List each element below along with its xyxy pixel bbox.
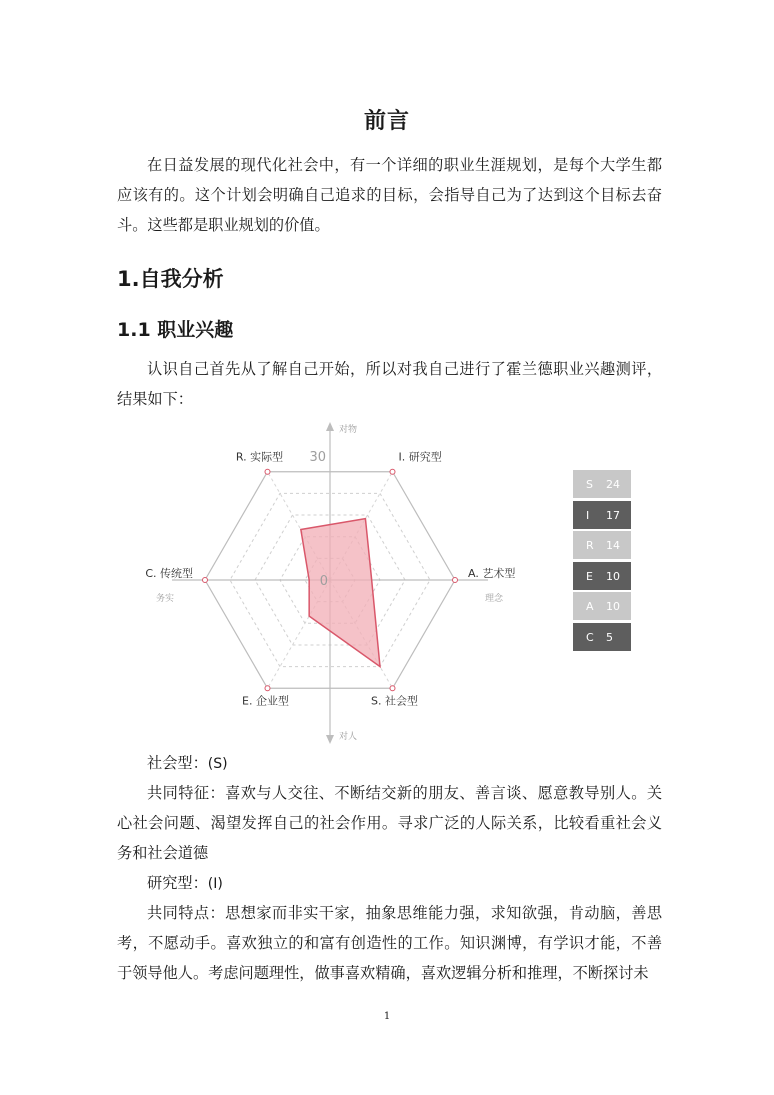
vertex-marker (265, 469, 270, 474)
social-type-code: (S) (207, 756, 228, 772)
social-type-label (147, 748, 228, 779)
section-heading-self-analysis: 1.自我分析 (117, 267, 224, 291)
direction-label-top: 对物 (339, 425, 358, 435)
score-box-a (573, 592, 631, 620)
scale-max-label: 30 (309, 450, 326, 465)
data-polygon (301, 519, 380, 667)
score-box-c (573, 623, 631, 651)
direction-label-right: 理念 (485, 594, 504, 604)
score-code: I (586, 508, 590, 522)
vertex-marker (265, 686, 270, 691)
vertex-marker (390, 469, 395, 474)
score-box-i (573, 501, 631, 529)
axis-label: R. 实际型 (235, 450, 284, 464)
score-value: 24 (606, 478, 620, 491)
axis-label: I. 研究型 (398, 450, 442, 464)
vertex-marker (390, 686, 395, 691)
research-type-code: (I) (207, 876, 223, 892)
page-number: 1 (383, 1011, 391, 1022)
intro-paragraph: 认识自己首先从了解自己开始，所以对我自己进行了霍兰德职业兴趣测评，结果如下： (117, 360, 662, 408)
score-value: 5 (606, 630, 613, 644)
down-arrow-icon (326, 735, 334, 744)
score-box-s (573, 470, 631, 498)
score-code: S (586, 478, 593, 491)
social-type-name: 社会型： (147, 754, 208, 772)
vertex-marker (453, 578, 458, 583)
direction-label-bottom: 对人 (339, 732, 358, 742)
research-type-label (147, 868, 223, 899)
research-type-description: 共同特点：思想家而非实干家，抽象思维能力强，求知欲强，肯动脑，善思考，不愿动手。喜欢独立的和富有创造性的工作。知识渊博，有学识才能，不善于领导他人。考虑问题理性，做事喜欢精确，喜欢逻辑分析和推理，不断探讨未 (117, 904, 662, 982)
preface-title: 前言 (363, 109, 410, 134)
vertex-marker (203, 578, 208, 583)
score-value: 10 (606, 569, 620, 583)
social-type-description: 共同特征：喜欢与人交往、不断结交新的朋友、善言谈、愿意教导别人。关心社会问题、渴望发挥自己的社会作用。寻求广泛的人际关系，比较看重社会义务和社会道德 (117, 784, 662, 862)
research-type-name: 研究型： (147, 874, 208, 892)
up-arrow-icon (326, 422, 334, 431)
preface-paragraph: 在日益发展的现代化社会中，有一个详细的职业生涯规划，是每个大学生都应该有的。这个计划会明确自己追求的目标，会指导自己为了达到这个目标去奋斗。这些都是职业规划的价值。 (117, 156, 662, 234)
score-value: 17 (606, 508, 620, 522)
scale-min-label: 0 (319, 574, 328, 589)
score-box-e (573, 562, 631, 590)
axis-label: C. 传统型 (145, 567, 193, 580)
axis-label: S. 社会型 (371, 694, 418, 708)
score-value: 10 (606, 600, 620, 613)
holland-radar-chart (140, 418, 520, 748)
axis-label: E. 企业型 (242, 694, 289, 708)
score-value: 14 (606, 539, 620, 552)
score-code: R (586, 539, 594, 552)
direction-label-left: 务实 (156, 594, 175, 604)
subsection-heading-career-interest: 1.1 职业兴趣 (117, 319, 234, 341)
score-code: A (586, 600, 594, 613)
axis-label: A. 艺术型 (468, 567, 516, 580)
score-box-r (573, 531, 631, 559)
score-code: C (586, 630, 594, 644)
score-code: E (586, 569, 593, 583)
